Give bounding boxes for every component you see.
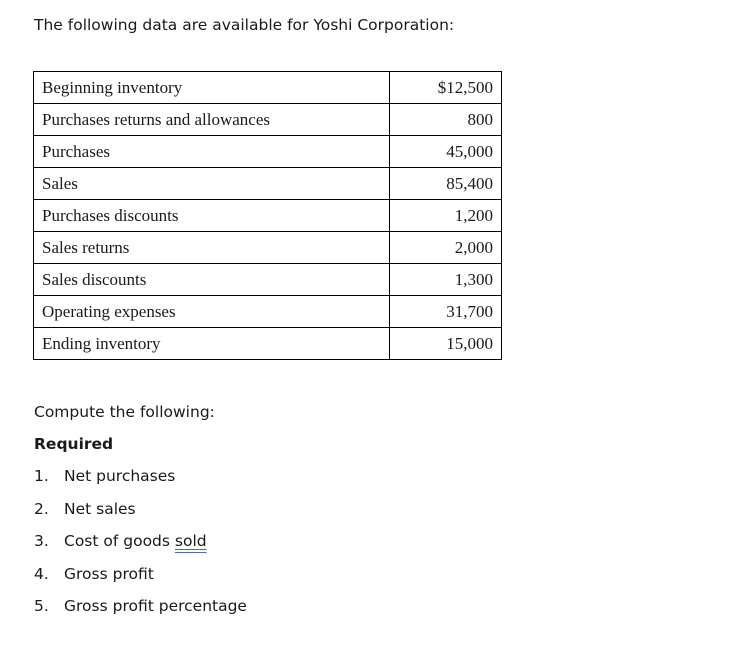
- table-row: [34, 72, 502, 104]
- row-label: Sales returns: [34, 232, 390, 264]
- row-label: Sales: [34, 168, 390, 200]
- item-text: [64, 532, 207, 550]
- table-row: [34, 168, 502, 200]
- row-label: Purchases discounts: [34, 200, 390, 232]
- item-number: 1.: [34, 467, 49, 485]
- item-text-main: Cost of goods: [64, 532, 175, 550]
- row-label: Sales discounts: [34, 264, 390, 296]
- list-item: [34, 467, 247, 500]
- table-row: [34, 136, 502, 168]
- item-number: 4.: [34, 564, 49, 583]
- row-label: Beginning inventory: [34, 72, 390, 104]
- table-row: [34, 104, 502, 136]
- table-row: [34, 232, 502, 264]
- spellcheck-marked-word[interactable]: sold: [174, 532, 207, 550]
- row-value: 2,000: [390, 232, 502, 264]
- row-value: 85,400: [390, 168, 502, 200]
- item-text: Net purchases: [64, 467, 176, 485]
- table-row: [34, 200, 502, 232]
- item-text: Net sales: [64, 499, 136, 518]
- row-label: Operating expenses: [34, 296, 390, 328]
- item-text: Gross profit: [64, 564, 154, 583]
- row-value: 15,000: [390, 328, 502, 360]
- required-heading: Required: [34, 435, 114, 453]
- requirements-list: [34, 467, 247, 630]
- row-value: $12,500: [390, 72, 502, 104]
- row-value: 1,300: [390, 264, 502, 296]
- item-text: Gross profit percentage: [64, 597, 247, 615]
- compute-instruction: Compute the following:: [34, 403, 215, 421]
- list-item: [34, 500, 247, 533]
- row-label: Purchases: [34, 136, 390, 168]
- row-label: Purchases returns and allowances: [34, 104, 390, 136]
- row-label: Ending inventory: [34, 328, 390, 360]
- list-item: [34, 565, 247, 598]
- row-value: 45,000: [390, 136, 502, 168]
- intro-text: The following data are available for Yoshi Corporation:: [34, 16, 455, 34]
- item-number: 3.: [34, 532, 49, 550]
- row-value: 31,700: [390, 296, 502, 328]
- table-row: [34, 328, 502, 360]
- table-row: [34, 264, 502, 296]
- list-item: [34, 532, 247, 565]
- item-number: 5.: [34, 597, 49, 615]
- list-item: [34, 597, 247, 630]
- data-table: [33, 71, 502, 360]
- table-row: [34, 296, 502, 328]
- row-value: 800: [390, 104, 502, 136]
- item-number: 2.: [34, 499, 49, 518]
- row-value: 1,200: [390, 200, 502, 232]
